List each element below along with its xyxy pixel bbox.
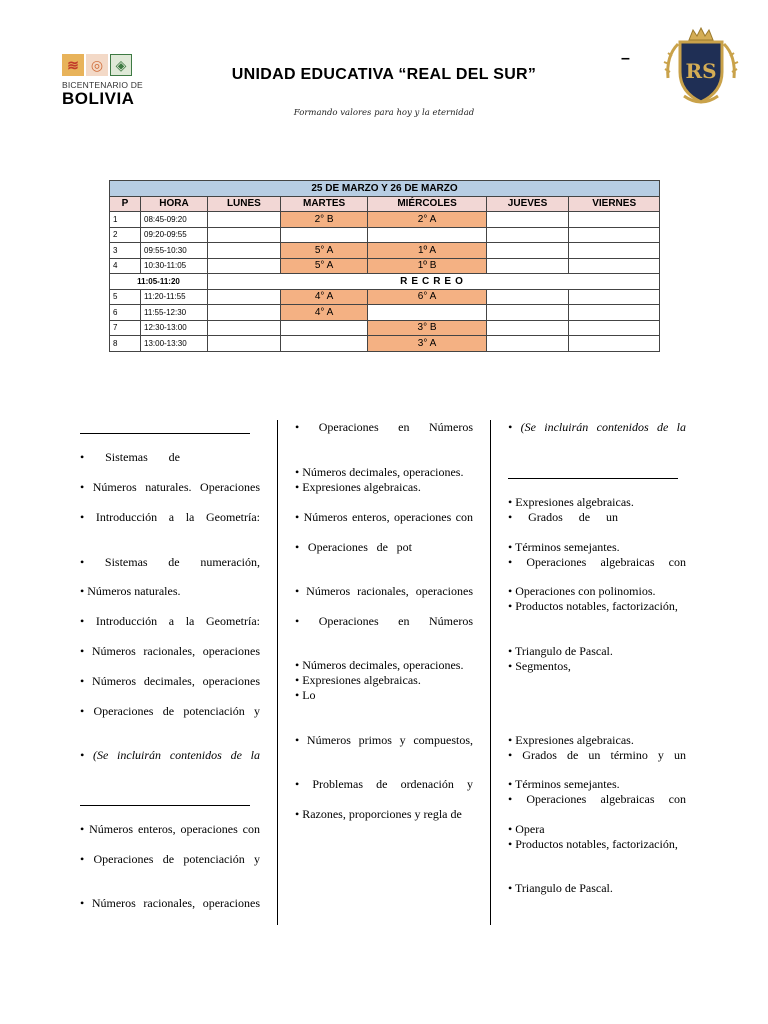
column3-line: • Productos notables, factorización, bbox=[508, 837, 678, 851]
schedule-cell-viernes bbox=[569, 258, 660, 274]
logo-square-2: ◎ bbox=[86, 54, 108, 76]
recreo-row bbox=[110, 274, 660, 290]
column3-line: • Operaciones algebraicas con bbox=[508, 555, 686, 569]
school-crest-icon bbox=[662, 26, 740, 110]
schedule-row bbox=[110, 243, 660, 259]
column2-line: • Operaciones en Números bbox=[295, 614, 473, 628]
schedule-row bbox=[110, 320, 660, 336]
column2-line: • Problemas de ordenación y bbox=[295, 777, 473, 791]
schedule-cell-lunes bbox=[208, 305, 281, 321]
schedule-cell-viernes bbox=[569, 336, 660, 352]
schedule-cell-martes bbox=[280, 320, 368, 336]
column2-line: • Lo bbox=[295, 688, 316, 702]
schedule-cell-p: 5 bbox=[110, 289, 141, 305]
schedule-cell-hora: 11:55-12:30 bbox=[141, 305, 208, 321]
schedule-cell-miercoles: 3° A bbox=[368, 336, 486, 352]
schedule-cell-miercoles: 1º B bbox=[368, 258, 486, 274]
schedule-cell-jueves bbox=[486, 212, 569, 228]
schedule-cell-lunes bbox=[208, 320, 281, 336]
logo-square-3: ◈ bbox=[110, 54, 132, 76]
column3-rule bbox=[508, 478, 678, 479]
column2-line: • Expresiones algebraicas. bbox=[295, 480, 421, 494]
schedule-cell-hora: 09:20-09:55 bbox=[141, 227, 208, 243]
recreo-label: RECREO bbox=[208, 274, 660, 290]
column3-line: • Expresiones algebraicas. bbox=[508, 495, 634, 509]
col-header-martes: MARTES bbox=[280, 196, 368, 212]
schedule-cell-lunes bbox=[208, 227, 281, 243]
schedule-cell-martes: 2° B bbox=[280, 212, 368, 228]
schedule-cell-lunes bbox=[208, 258, 281, 274]
schedule-title: 25 DE MARZO Y 26 DE MARZO bbox=[110, 181, 660, 197]
column3-line: • (Se incluirán contenidos de la bbox=[508, 420, 686, 434]
schedule-cell-p: 2 bbox=[110, 227, 141, 243]
schedule-rows-before-recreo bbox=[110, 212, 660, 274]
schedule-cell-jueves bbox=[486, 243, 569, 259]
col-header-jueves: JUEVES bbox=[486, 196, 569, 212]
recreo-time: 11:05-11:20 bbox=[110, 274, 208, 290]
column1-line: • Sistemas de numeración, bbox=[80, 555, 260, 569]
schedule-cell-viernes bbox=[569, 212, 660, 228]
schedule-row bbox=[110, 289, 660, 305]
schedule-row bbox=[110, 227, 660, 243]
schedule-cell-hora: 10:30-11:05 bbox=[141, 258, 208, 274]
schedule-cell-martes bbox=[280, 227, 368, 243]
schedule-cell-martes: 5° A bbox=[280, 258, 368, 274]
schedule-cell-jueves bbox=[486, 258, 569, 274]
logo-square-1: ≋ bbox=[62, 54, 84, 76]
column3-line: • Segmentos, bbox=[508, 659, 571, 673]
schedule-cell-viernes bbox=[569, 320, 660, 336]
column1-line: • (Se incluirán contenidos de la bbox=[80, 748, 260, 762]
schedule-cell-miercoles: 6° A bbox=[368, 289, 486, 305]
column3-line: • Expresiones algebraicas. bbox=[508, 733, 634, 747]
schedule-cell-p: 4 bbox=[110, 258, 141, 274]
header-dash: – bbox=[621, 50, 630, 67]
schedule-cell-miercoles: 3° B bbox=[368, 320, 486, 336]
column2-line: • Operaciones en Números bbox=[295, 420, 473, 434]
column1-line: • Operaciones de potenciación y bbox=[80, 704, 260, 718]
schedule-cell-lunes bbox=[208, 243, 281, 259]
column3-line: • Términos semejantes. bbox=[508, 540, 620, 554]
col-header-miercoles: MIÉRCOLES bbox=[368, 196, 486, 212]
schedule-cell-jueves bbox=[486, 320, 569, 336]
schedule-rows-after-recreo bbox=[110, 289, 660, 351]
schedule-cell-hora: 08:45-09:20 bbox=[141, 212, 208, 228]
schedule-cell-hora: 09:55-10:30 bbox=[141, 243, 208, 259]
column1-line: • Introducción a la Geometría: bbox=[80, 614, 260, 628]
schedule-cell-hora: 11:20-11:55 bbox=[141, 289, 208, 305]
schedule-cell-hora: 13:00-13:30 bbox=[141, 336, 208, 352]
column1-rule-mid bbox=[80, 805, 250, 806]
column3-line: • Operaciones con polinomios. bbox=[508, 584, 656, 598]
schedule-cell-martes: 4° A bbox=[280, 305, 368, 321]
column3-line: • Productos notables, factorización, bbox=[508, 599, 678, 613]
schedule-cell-viernes bbox=[569, 243, 660, 259]
schedule-cell-martes bbox=[280, 336, 368, 352]
schedule-row bbox=[110, 305, 660, 321]
bicentenario-logo bbox=[62, 54, 144, 116]
schedule-cell-martes: 5° A bbox=[280, 243, 368, 259]
column3-line: • Grados de un bbox=[508, 510, 618, 524]
column3-line: • Términos semejantes. bbox=[508, 777, 620, 791]
schedule-cell-p: 6 bbox=[110, 305, 141, 321]
column2-line: • Números enteros, operaciones con bbox=[295, 510, 473, 524]
schedule-row bbox=[110, 336, 660, 352]
column1-line: • Sistemas de bbox=[80, 450, 180, 464]
schedule-cell-p: 8 bbox=[110, 336, 141, 352]
slogan: Formando valores para hoy y la eternidad bbox=[293, 108, 475, 118]
schedule-cell-jueves bbox=[486, 227, 569, 243]
schedule-cell-jueves bbox=[486, 305, 569, 321]
column3-line: • Operaciones algebraicas con bbox=[508, 792, 686, 806]
column1-line: • Números naturales. bbox=[80, 584, 181, 598]
schedule-cell-viernes bbox=[569, 305, 660, 321]
schedule-cell-lunes bbox=[208, 336, 281, 352]
schedule-cell-lunes bbox=[208, 212, 281, 228]
column1-line: • Números racionales, operaciones bbox=[80, 644, 260, 658]
schedule-cell-lunes bbox=[208, 289, 281, 305]
crest-initials: RS bbox=[685, 59, 717, 83]
schedule-cell-miercoles: 2° A bbox=[368, 212, 486, 228]
column1-rule-top bbox=[80, 433, 250, 434]
column2-line: • Números decimales, operaciones. bbox=[295, 465, 464, 479]
schedule-cell-hora: 12:30-13:00 bbox=[141, 320, 208, 336]
schedule-cell-p: 1 bbox=[110, 212, 141, 228]
logo-big-text: BOLIVIA bbox=[62, 89, 135, 108]
col-header-hora: HORA bbox=[141, 196, 208, 212]
column2-line: • Operaciones de pot bbox=[295, 540, 412, 554]
schedule-cell-jueves bbox=[486, 289, 569, 305]
col-header-p: P bbox=[110, 196, 141, 212]
logo-small-text: BICENTENARIO DE bbox=[62, 80, 143, 90]
column2-line: • Números decimales, operaciones. bbox=[295, 658, 464, 672]
schedule-cell-miercoles: 1º A bbox=[368, 243, 486, 259]
column2-line: • Razones, proporciones y regla de bbox=[295, 807, 462, 821]
schedule-cell-miercoles bbox=[368, 227, 486, 243]
column2-line: • Números racionales, operaciones bbox=[295, 584, 473, 598]
schedule-table bbox=[109, 180, 660, 352]
page-title: UNIDAD EDUCATIVA “REAL DEL SUR” bbox=[231, 66, 537, 83]
schedule-cell-miercoles bbox=[368, 305, 486, 321]
schedule-cell-jueves bbox=[486, 336, 569, 352]
column3-line: • Grados de un término y un bbox=[508, 748, 686, 762]
schedule-row bbox=[110, 258, 660, 274]
schedule-cell-viernes bbox=[569, 289, 660, 305]
column3-line: • Triangulo de Pascal. bbox=[508, 881, 613, 895]
col-header-lunes: LUNES bbox=[208, 196, 281, 212]
schedule-cell-viernes bbox=[569, 227, 660, 243]
column1-line: • Números decimales, operaciones bbox=[80, 674, 260, 688]
col-header-viernes: VIERNES bbox=[569, 196, 660, 212]
column1-line: • Números naturales. Operaciones bbox=[80, 480, 260, 494]
schedule-cell-p: 3 bbox=[110, 243, 141, 259]
column1-line: • Introducción a la Geometría: bbox=[80, 510, 260, 524]
column3-line: • Opera bbox=[508, 822, 545, 836]
column2-line: • Números primos y compuestos, bbox=[295, 733, 473, 747]
column3-line: • Triangulo de Pascal. bbox=[508, 644, 613, 658]
column1-line: • Operaciones de potenciación y bbox=[80, 852, 260, 866]
column-divider-2 bbox=[490, 420, 491, 925]
schedule-row bbox=[110, 212, 660, 228]
schedule-cell-martes: 4° A bbox=[280, 289, 368, 305]
schedule-cell-p: 7 bbox=[110, 320, 141, 336]
column1-line: • Números racionales, operaciones bbox=[80, 896, 260, 910]
column2-line: • Expresiones algebraicas. bbox=[295, 673, 421, 687]
column-divider-1 bbox=[277, 420, 278, 925]
column1-line: • Números enteros, operaciones con bbox=[80, 822, 260, 836]
